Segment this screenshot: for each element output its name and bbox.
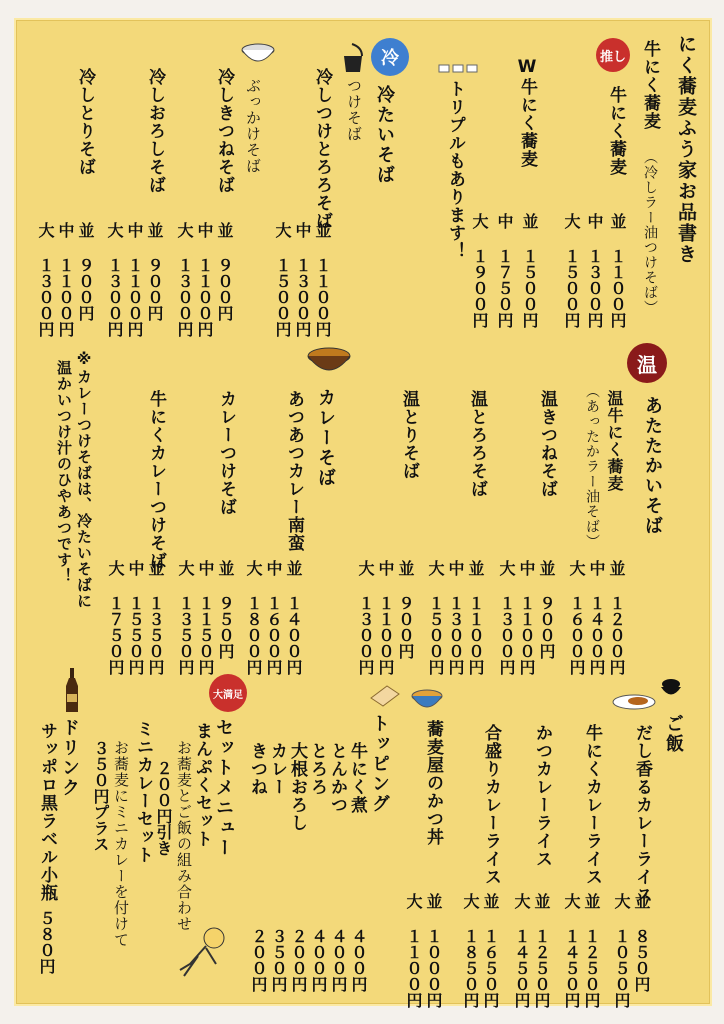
price: 大 １６００円 [567, 560, 586, 675]
price: 並 １２５０円 [582, 893, 601, 1008]
menu-item-name: 冷しおろしそば [145, 68, 165, 194]
price: 中 １４００円 [587, 560, 606, 675]
price: 並 ９００円 [537, 560, 556, 659]
price: ３５０円 [269, 928, 288, 992]
curry-rice-icon [612, 690, 656, 710]
curry-note-line1: ※カレーつけそばは、冷たいそばに [75, 350, 93, 609]
curry-note-line2: 温かいつけ汁のひやあつです！ [55, 360, 73, 584]
price: 並 ９００円 [215, 222, 234, 321]
price: 並 １２５０円 [532, 893, 551, 1008]
menu-item-name: 蕎麦屋のかつ丼 [423, 720, 443, 846]
price: ２００円 [289, 928, 308, 992]
w-gyuniku-soba-name: W牛にく蕎麦 [517, 57, 537, 168]
price: 並 １３５０円 [146, 560, 165, 675]
rice-heading: ご飯 [663, 714, 684, 754]
menu-item-name: 温きつねそば [537, 390, 557, 498]
warm-stamp: 温 [627, 343, 667, 383]
tsuyu-pitcher-icon [338, 42, 370, 74]
price: 大 １５００円 [562, 213, 581, 328]
topping-heading: トッピング [369, 714, 390, 814]
menu-item-name: 牛にくカレーライス [582, 724, 602, 886]
price: 中 １１００円 [195, 222, 214, 337]
price: 並 １５００円 [520, 213, 539, 328]
price: 大 １８５０円 [461, 893, 480, 1008]
price: 並 １２００円 [607, 560, 626, 675]
price: 並 ９００円 [145, 222, 164, 321]
mini-curry-set-name: ミニカレーセット [133, 720, 153, 864]
menu-item-name: 温とりそば [399, 390, 419, 480]
rice-bowl-icon [659, 676, 683, 700]
price: 大 １３００円 [356, 560, 375, 675]
osusume-stamp: 推し [596, 38, 630, 72]
curry-bowl-icon [306, 346, 352, 376]
triple-sticks-icon [438, 60, 478, 72]
set-menu-heading: セットメニュー [213, 718, 234, 858]
bukkake-bowl-icon [240, 42, 276, 66]
set-stamp: 大満足 [209, 674, 247, 712]
price: 並 ９００円 [76, 222, 95, 321]
katsudon-icon [410, 688, 444, 710]
price: 大 １１００円 [404, 893, 423, 1008]
price: 大 １８００円 [244, 560, 263, 675]
manpuku-set-desc: お蕎麦とご飯の組み合わせ [175, 740, 193, 932]
price: 大 １３００円 [105, 222, 124, 337]
menu-item-name: 冷しつけとろろそば [312, 68, 332, 230]
price: ２００円 [249, 928, 268, 992]
price: ４００円 [329, 928, 348, 992]
price: 大 １９００円 [470, 213, 489, 328]
price: 大 １３００円 [175, 222, 194, 337]
price: 大 １５００円 [273, 222, 292, 337]
warm-soba-heading: あたたかいそば [642, 396, 663, 536]
price: 大 １０５０円 [612, 893, 631, 1008]
menu-item-name: かつカレーライス [532, 724, 552, 868]
menu-item-name: 合盛りカレーライス [481, 724, 501, 886]
price: 大 １４５０円 [562, 893, 581, 1008]
drink-item-name: サッポロ黒ラベル小瓶 [37, 722, 57, 902]
menu-item-name: 温牛にく蕎麦 [605, 390, 624, 492]
menu-title: にく蕎麦ふう家お品書き [675, 34, 697, 265]
tsukesoba-label: つけそば [345, 78, 363, 142]
menu-item-name: 冷しきつねそば [214, 68, 234, 194]
price: 並 １０００円 [424, 893, 443, 1008]
price: 中 １３００円 [585, 213, 604, 328]
price: 大 １３５０円 [176, 560, 195, 675]
price: 並 １６５０円 [481, 893, 500, 1008]
price: 中 １３００円 [293, 222, 312, 337]
cold-soba-heading: 冷たいそば [374, 85, 395, 185]
manpuku-set-price: ２００円引き [154, 760, 173, 856]
gyuniku-soba-title: 牛にく蕎麦 [640, 40, 660, 130]
mini-curry-set-desc: お蕎麦にミニカレーを付けて [112, 740, 130, 948]
price: 中 １５５０円 [126, 560, 145, 675]
price: 中 １６００円 [264, 560, 283, 675]
price: 並 ８５０円 [632, 893, 651, 992]
price: 大 １４５０円 [512, 893, 531, 1008]
menu-item-name: カレー [267, 742, 287, 796]
price: 中 １１５０円 [196, 560, 215, 675]
lying-person-icon [176, 924, 232, 980]
price: 大 １３００円 [497, 560, 516, 675]
price: 並 ９５０円 [216, 560, 235, 659]
drink-heading: ドリンク [59, 718, 80, 798]
price: 中 １３００円 [446, 560, 465, 675]
menu-item-note: （あったかラー油そば） [584, 384, 600, 549]
price: ５８０円 [37, 910, 56, 974]
fried-tofu-icon [367, 684, 401, 708]
price: 大 １５００円 [426, 560, 445, 675]
beer-bottle-icon [64, 668, 80, 712]
price: 並 １１００円 [313, 222, 332, 337]
menu-item-name: とろろ [307, 742, 327, 796]
price: 中 １１００円 [125, 222, 144, 337]
menu-item-name: 牛にくカレーつけそば [146, 390, 166, 570]
price: 並 １１００円 [466, 560, 485, 675]
triple-note: トリプルもあります！ [445, 80, 465, 260]
price: 並 １４００円 [284, 560, 303, 675]
menu-item-name: だし香るカレーライス [632, 724, 652, 904]
gyuniku-soba-name: 牛にく蕎麦 [606, 86, 626, 176]
menu-item-name: 大根おろし [287, 742, 307, 832]
menu-item-name: カレーつけそば [216, 390, 236, 516]
price: 中 １７５０円 [495, 213, 514, 328]
mini-curry-set-price: ３５０円プラス [91, 740, 110, 852]
bukkake-label: ぶっかけそば [244, 78, 262, 174]
price: 中 １１００円 [376, 560, 395, 675]
price: 並 ９００円 [396, 560, 415, 659]
menu-item-name: 冷しとりそば [75, 68, 95, 176]
price: 大 １７５０円 [106, 560, 125, 675]
price: 中 １１００円 [56, 222, 75, 337]
menu-item-name: とんかつ [327, 742, 347, 814]
menu-item-name: 牛にく煮 [347, 742, 367, 814]
menu-item-name: あつあつカレー南蛮 [284, 390, 304, 552]
price: 大 １３００円 [36, 222, 55, 337]
cold-stamp: 冷 [371, 38, 409, 76]
manpuku-set-name: まんぷくセット [192, 722, 212, 848]
price: 並 １１００円 [608, 213, 627, 328]
menu-item-name: 温とろろそば [467, 390, 487, 498]
price: ４００円 [349, 928, 368, 992]
gyuniku-soba-note: （冷しラー油つけそば） [642, 150, 658, 315]
curry-soba-heading: カレーそば [315, 388, 336, 488]
price: 中 １１００円 [517, 560, 536, 675]
price: ４００円 [309, 928, 328, 992]
menu-item-name: きつね [247, 742, 267, 796]
